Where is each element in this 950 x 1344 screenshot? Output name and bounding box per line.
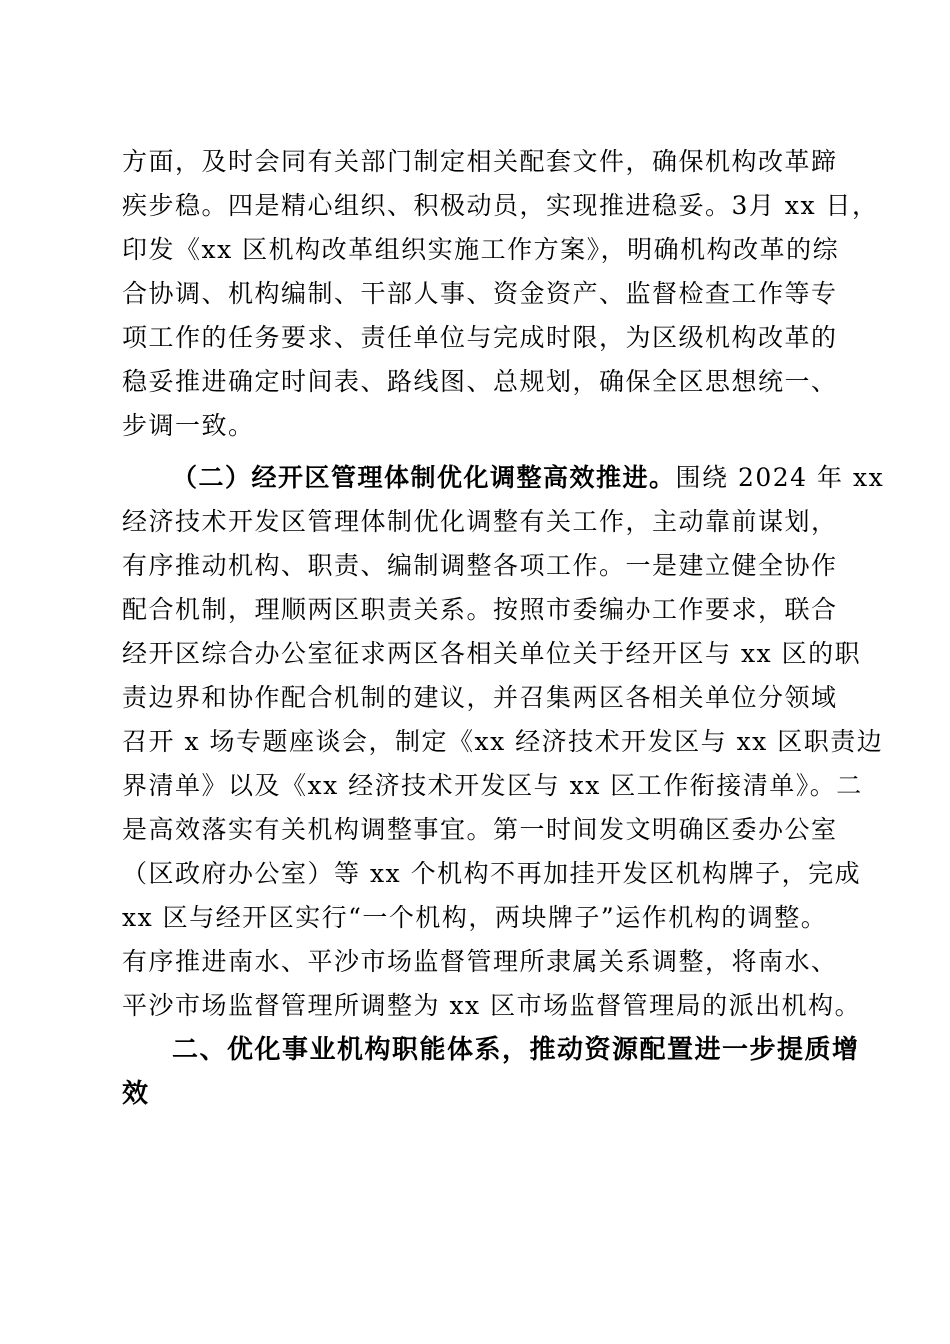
paragraph-2-first-line-rest: 围绕 2024 年 xx [675, 463, 885, 492]
section-heading-line-2: 效 [122, 1079, 150, 1109]
paragraph-2-line: 经开区综合办公室征求两区各相关单位关于经开区与 xx 区的职 [122, 639, 862, 668]
paragraph-1-line: 方面，及时会同有关部门制定相关配套文件，确保机构改革蹄 [122, 147, 838, 176]
paragraph-2-line: （区政府办公室）等 xx 个机构不再加挂开发区机构牌子，完成 [122, 859, 862, 888]
paragraph-1-line: 项工作的任务要求、责任单位与完成时限，为区级机构改革的 [122, 323, 838, 352]
paragraph-2 [122, 456, 885, 1028]
paragraph-2-line: 召开 x 场专题座谈会，制定《xx 经济技术开发区与 xx 区职责边 [122, 727, 884, 756]
paragraph-1-line: 疾步稳。四是精心组织、积极动员，实现推进稳妥。3月 xx 日， [122, 191, 879, 220]
paragraph-2-line: 责边界和协作配合机制的建议，并召集两区各相关单位分领域 [122, 683, 838, 712]
paragraph-1-line: 合协调、机构编制、干部人事、资金资产、监督检查工作等专 [122, 279, 838, 308]
paragraph-1-line: 印发《xx 区机构改革组织实施工作方案》，明确机构改革的综 [122, 235, 840, 264]
paragraph-2-line: 有序推进南水、平沙市场监督管理所隶属关系调整，将南水、 [122, 947, 838, 976]
paragraph-2-first-line [122, 456, 885, 500]
paragraph-1-line: 步调一致。 [122, 411, 255, 440]
section-heading [122, 1028, 860, 1116]
section-heading-line-1: 二、优化事业机构职能体系，推动资源配置进一步提质增 [172, 1035, 860, 1065]
paragraph-2-line: 平沙市场监督管理所调整为 xx 区市场监督管理局的派出机构。 [122, 991, 862, 1020]
paragraph-2-line: 界清单》以及《xx 经济技术开发区与 xx 区工作衔接清单》。二 [122, 771, 863, 800]
paragraph-2-line: 配合机制，理顺两区职责关系。按照市委编办工作要求，联合 [122, 595, 838, 624]
paragraph-2-line: xx 区与经开区实行“一个机构，两块牌子”运作机构的调整。 [122, 903, 828, 932]
paragraph-1 [122, 140, 879, 448]
paragraph-1-line: 稳妥推进确定时间表、路线图、总规划，确保全区思想统一、 [122, 367, 838, 396]
sub-heading-2: （二）经开区管理体制优化调整高效推进。 [172, 463, 676, 492]
paragraph-2-line: 是高效落实有关机构调整事宜。第一时间发文明确区委办公室 [122, 815, 838, 844]
paragraph-2-line: 经济技术开发区管理体制优化调整有关工作，主动靠前谋划， [122, 507, 838, 536]
paragraph-2-line: 有序推动机构、职责、编制调整各项工作。一是建立健全协作 [122, 551, 838, 580]
